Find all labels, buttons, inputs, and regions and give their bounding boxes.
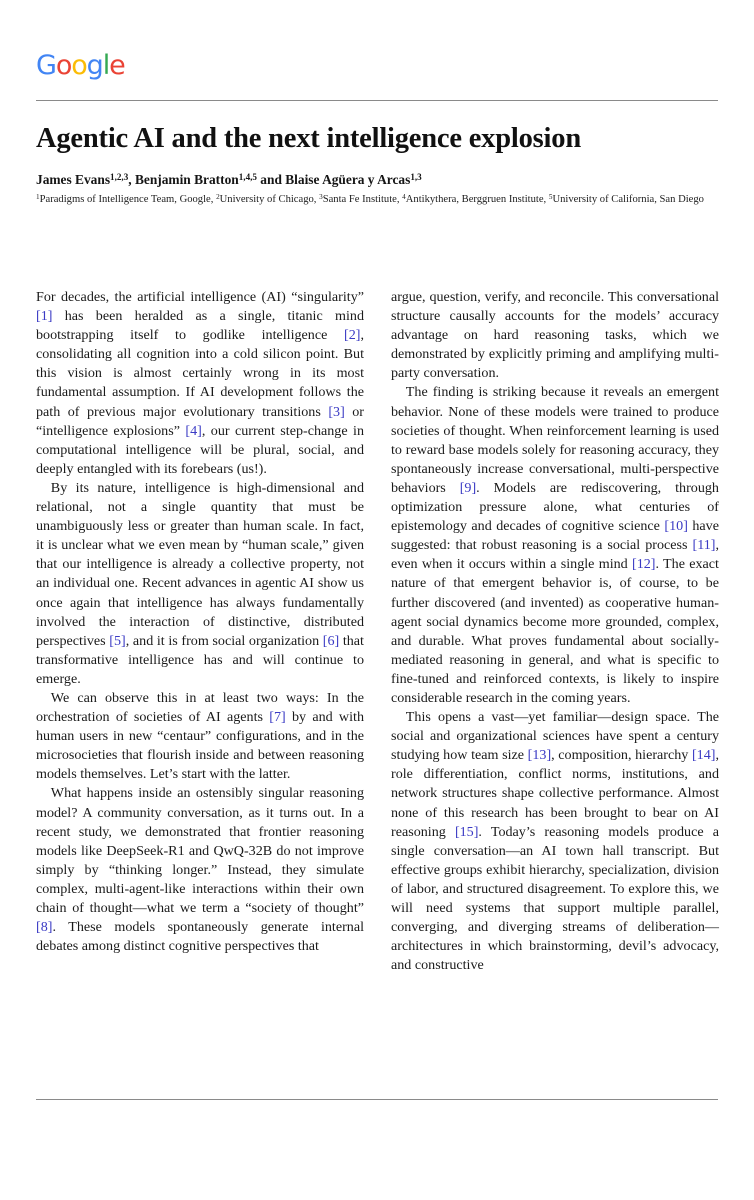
column-right	[391, 288, 719, 975]
paragraph: We can observe this in at least two ways: In the orchestration of societies of AI agents [7] by and with human users in new “centaur” configurations, and in the microsocieties that flourish inside and between reasoning models themselves. Let’s start with the latter.	[36, 689, 364, 783]
citation-ref[interactable]: [9]	[459, 479, 477, 496]
logo-letter-3: g	[86, 50, 103, 81]
logo-letter-0: G	[36, 50, 56, 81]
citation-ref[interactable]: [8]	[36, 919, 53, 936]
column-left	[36, 288, 364, 975]
paragraph: The finding is striking because it reveals an emergent behavior. None of these models were trained to produce societies of thought. When reinforcement learning is used to reward base models solely for reasoning accuracy, they spontaneously increase conversational, multi-perspective behaviors [9]. Models are rediscovering, through optimization pressure alone, what centuries of epistemology and decades of cognitive science [10] have suggested: that robust reasoning is a social process [11], even when it occurs within a single mind [12]. The exact nature of that emergent behavior is, of course, to be further discovered (and invented) as cooperative human-agent social dynamics become more grounded, complex, and durable. What proves fundamental about socially-mediated reasoning in general, and what is specific to fine-tuned and reinforced contexts, is likely to inspire considerable research in the coming years.	[391, 384, 719, 706]
citation-ref[interactable]: [4]	[185, 422, 202, 439]
citation-ref[interactable]: [5]	[109, 632, 126, 649]
paragraph: By its nature, intelligence is high-dimensional and relational, not a single quantity that must be unambiguously less or greater than human scale. In fact, it is unclear what we even mean by “human scale,” given that our intelligence is already a collective property, not an individual one. Recent advances in agentic AI show us once again that intelligence has always fundamentally involved the interaction of distinctive, distributed perspectives [5], and it is from social organization [6] that transformative intelligence has and will continue to emerge.	[36, 479, 364, 687]
citation-ref[interactable]: [1]	[36, 308, 53, 325]
citation-ref[interactable]: [2]	[344, 327, 361, 344]
affiliation-list: $^1$Paradigms of Intelligence Team, Google, $^2$University of Chicago, $^3$Santa Fe Institute, $^4$Antikythera, Berggruen Institute, $^5$University of California, San Diego	[36, 193, 704, 206]
footer-divider	[36, 1099, 718, 1100]
logo-letter-1: o	[55, 50, 72, 81]
citation-ref[interactable]: [14]	[691, 747, 716, 764]
citation-ref[interactable]: [10]	[664, 518, 688, 535]
citation-ref[interactable]: [6]	[322, 632, 340, 649]
body-columns	[36, 288, 718, 975]
citation-ref[interactable]: [3]	[328, 403, 345, 420]
citation-ref[interactable]: [13]	[527, 747, 552, 764]
citation-ref[interactable]: [7]	[269, 709, 286, 726]
page-title: Agentic AI and the next intelligence explosion	[36, 123, 581, 154]
citation-ref[interactable]: [11]	[692, 537, 716, 554]
logo-letter-2: o	[71, 50, 87, 81]
citation-ref[interactable]: [12]	[632, 556, 656, 573]
logo-letter-5: e	[109, 50, 125, 81]
paragraph: What happens inside an ostensibly singular reasoning model? A community conversation, as it turns out. In a recent study, we demonstrated that frontier reasoning models like DeepSeek-R1 and QwQ-32B do not improve simply by “thinking longer.” Instead, they simulate complex, multi-agent-like interactions within their own chain of thought—what we term a “society of thought” [8]. These models spontaneously generate internal debates among distinct cognitive perspectives that	[36, 785, 364, 955]
google-logo	[36, 52, 125, 79]
brand-header	[36, 0, 718, 92]
header-divider	[36, 100, 718, 101]
author-list: James Evans$^{1,2,3}$, Benjamin Bratton$^{1,4,5}$ and Blaise Agüera y Arcas$^{1,3}$	[36, 171, 422, 187]
logo-letter-4: l	[102, 50, 110, 81]
paragraph: For decades, the artificial intelligence (AI) “singularity” [1] has been heralded as a single, titanic mind bootstrapping itself to godlike intelligence [2], consolidating all cognition into a cold silicon point. But this vision is almost certainly wrong in its most fundamental assumption. If AI development follows the path of previous major evolutionary transitions [3] or “intelligence explosions” [4], our current step-change in computational intelligence will be plural, social, and deeply entangled with its forebears (us!).	[36, 289, 364, 477]
paragraph: argue, question, verify, and reconcile. This conversational structure causally accounts for the models’ accuracy advantage on hard reasoning tasks, which we demonstrated by explicitly priming and amplifying multi-party conversation.	[391, 289, 719, 382]
paragraph: This opens a vast—yet familiar—design space. The social and organizational sciences have spent a century studying how team size [13], composition, hierarchy [14], role differentiation, conflict norms, institutions, and network structures shape collective performance. Almost none of this research has been brought to bear on AI reasoning [15]. Today’s reasoning models produce a single conversation—an AI town hall transcript. But effective groups exhibit hierarchy, specialization, division of labor, and structured disagreement. To explore this, we will need systems that support multiple parallel, converging, and diverging streams of deliberation—architectures in which brainstorming, devil’s advocacy, and constructive	[391, 709, 719, 974]
citation-ref[interactable]: [15]	[454, 823, 479, 840]
